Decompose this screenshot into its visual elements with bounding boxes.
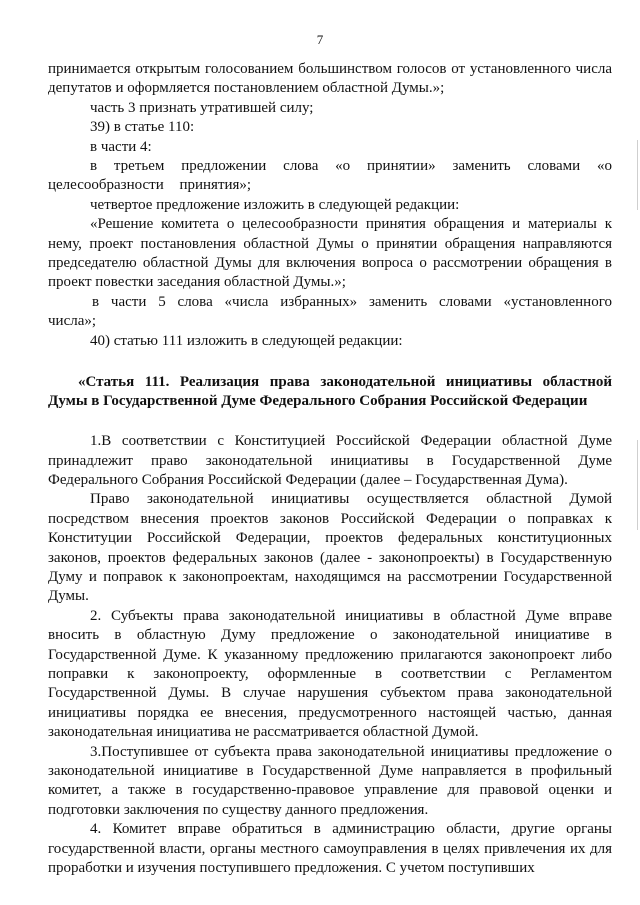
page-number: 7 [316, 32, 324, 47]
paragraph-part3: часть 3 признать утратившей силу; [90, 99, 314, 116]
scan-edge-mark [637, 440, 638, 530]
article-paragraph-3: 3.Поступившее от субъекта права законодательной инициативы предложение о законодательной инициативе в Государственной Думе направляется в профильный комитет, а также в государственно-правовое управление для правовой оценки и подготовки заключения по существу данного предложения. [48, 743, 612, 818]
paragraph-committee-decision: «Решение комитета о целесообразности принятия обращения и материалы к нему, проект постановления областной Думы о принятии обращения направляются председателю областной Думы для включения вопроса о рассмотрении обращения в проект повестки заседания областной Думы.»; [48, 216, 612, 291]
article-paragraph-1-cont: Право законодательной инициативы осуществляется областной Думой посредством внесения проектов законов Российской Федерации о поправках к Конституции Российской Федерации, проектов федеральных конституционных законов, проектов федеральных законов (далее - законопроекты) в Государственную Думу и поправок к законопроектам, находящимся на рассмотрении Государственной Думы. [48, 491, 612, 605]
paragraph-item39: 39) в статье 110: [90, 119, 195, 136]
paragraph-continuation: принимается открытым голосованием большинством голосов от установленного числа депутатов и оформляется постановлением областной Думы.»; [48, 61, 612, 97]
article-paragraph-4: 4. Комитет вправе обратиться в администрацию области, другие органы государственной власти, органы местного самоуправления в целях привлечения их для проработки и изучения поступившего предложения. С учетом поступивших [48, 821, 612, 877]
article-paragraph-2: 2. Субъекты права законодательной инициативы в областной Думе вправе вносить в областную Думу предложение о законодательной инициативе в Государственной Думе. К указанному предложению прилагаются законопроект либо поправки к законопроекту, оформленные в соответствии с Регламентом Государственной Думы. В случае нарушения субъектом права законодательной инициативы порядка ее внесения, предусмотренного настоящей частью, данная законодательная инициатива не рассматривается областной Думой. [48, 607, 612, 741]
paragraph-third-sentence: в третьем предложении слова «о принятии» заменить словами «о целесообразности принятия»; [48, 158, 612, 194]
paragraph-part5: в части 5 слова «числа избранных» заменить словами «установленного числа»; [48, 293, 612, 330]
article-paragraph-1: 1.В соответствии с Конституцией Российской Федерации областной Думе принадлежит право законодательной инициативы в Государственной Думе Федерального Собрания Российской Федерации (далее – Государственная Дума). [48, 433, 612, 488]
scan-edge-mark [637, 140, 638, 210]
document-body [48, 60, 612, 878]
paragraph-item40: 40) статью 111 изложить в следующей редакции: [90, 332, 403, 349]
article-111-heading: «Статья 111. Реализация права законодательной инициативы областной Думы в Государственной Думе Федерального Собрания Российской Федерации [48, 374, 612, 410]
paragraph-fourth-sentence: четвертое предложение изложить в следующей редакции: [90, 196, 460, 213]
paragraph-part4: в части 4: [90, 138, 152, 155]
